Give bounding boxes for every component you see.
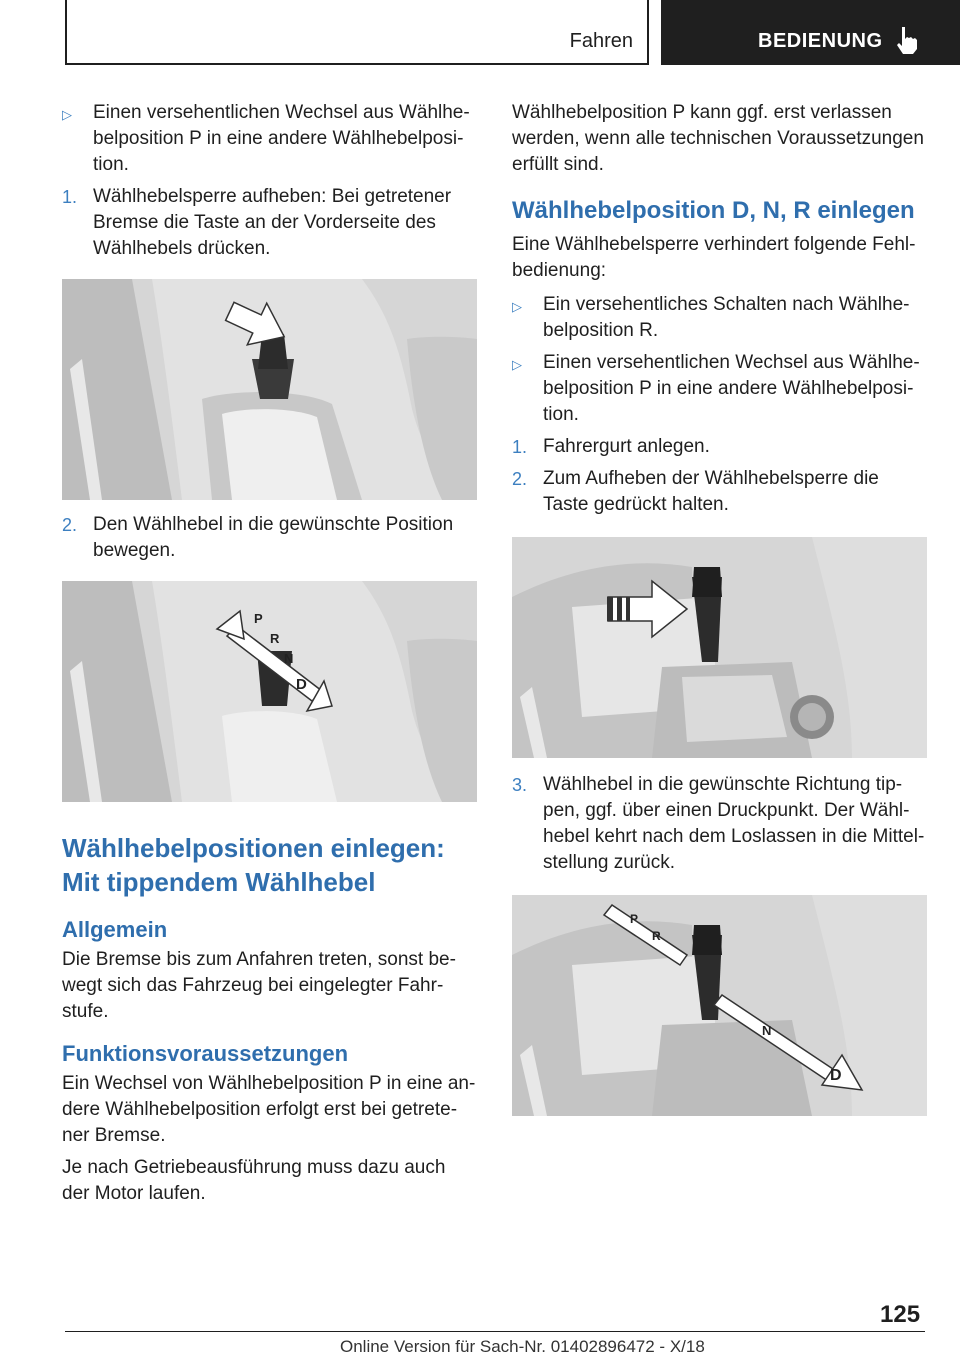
- paragraph: Ein Wechsel von Wählhebelposition P in eine andere Wählhebelposition erfolgt erst bei getretener Bremse.: [62, 1073, 476, 1146]
- paragraph: Wählhebelposition P kann ggf. erst verlassen werden, wenn alle technischen Voraussetzungen erfüllt sind.: [512, 102, 924, 175]
- step-number: 2.: [62, 515, 78, 535]
- section-heading: Wählhebelpositionen einlegen: Mit tippendem Wählhebel: [62, 833, 445, 897]
- step-item: 2. Den Wählhebel in die gewünschte Position bewegen.: [62, 514, 454, 561]
- right-column: [512, 100, 927, 1116]
- fig4-label-d: D: [830, 1067, 842, 1084]
- fig2-label-n: N: [284, 651, 294, 666]
- triangle-bullet-icon: ▷: [512, 299, 522, 314]
- list-item: ▷ Einen versehentlichen Wechsel aus Wählhebelposition P in eine andere Wählhebelposition.: [62, 102, 470, 175]
- figure-gear-lever-positions: [62, 581, 477, 802]
- triangle-bullet-icon: ▷: [62, 107, 72, 122]
- subheading-funktionsvoraussetzungen: Funktionsvoraussetzungen: [62, 1041, 349, 1066]
- figure-gear-lever-unlock: [62, 279, 477, 500]
- triangle-bullet-icon: ▷: [512, 357, 522, 372]
- paragraph: Die Bremse bis zum Anfahren treten, sonst bewegt sich das Fahrzeug bei eingelegter Fahrstufe.: [62, 949, 456, 1022]
- hand-pointer-icon: [893, 25, 921, 55]
- step-number: 3.: [512, 775, 528, 795]
- fig4-label-p: P: [630, 912, 639, 926]
- list-item: ▷ Einen versehentlichen Wechsel aus Wählhebelposition P in eine andere Wählhebelposition.: [512, 352, 920, 425]
- paragraph: Eine Wählhebelsperre verhindert folgende Fehlbedienung:: [512, 234, 916, 281]
- step-number: 1.: [512, 437, 528, 457]
- fig2-label-r: R: [270, 631, 280, 646]
- page-number: 125: [880, 1301, 921, 1328]
- footer-online-version: Online Version für Sach-Nr. 01402896472 - X/18: [340, 1337, 705, 1356]
- step-item: 2. Zum Aufheben der Wählhebelsperre die Taste gedrückt halten.: [512, 468, 879, 515]
- figure-tip-lever-directions: [512, 895, 927, 1116]
- step-item: 1. Fahrergurt anlegen.: [512, 434, 927, 460]
- paragraph: Je nach Getriebeausführung muss dazu auch der Motor laufen.: [62, 1157, 446, 1204]
- step-number: 1.: [62, 187, 78, 207]
- fig4-label-r: R: [652, 929, 661, 943]
- fig4-label-n: N: [762, 1023, 772, 1038]
- subheading-allgemein: Allgemein: [62, 917, 168, 942]
- list-item: ▷ Ein versehentliches Schalten nach Wählhebelposition R.: [512, 294, 910, 341]
- step-item: 3. Wählhebel in die gewünschte Richtung tippen, ggf. über einen Druckpunkt. Der Wählhebel kehrt nach dem Loslassen in die Mittelstellung zurück.: [512, 774, 925, 873]
- header-section-title: Fahren: [569, 30, 633, 52]
- footer-divider: [65, 1331, 925, 1332]
- left-column: [62, 100, 477, 1213]
- fig2-label-p: P: [254, 611, 263, 626]
- step-item: 1. Wählhebelsperre aufheben: Bei getretener Bremse die Taste an der Vorderseite des Wählhebels drücken.: [62, 186, 452, 259]
- header-section-tab: [65, 0, 649, 65]
- fig2-label-d: D: [296, 676, 307, 693]
- step-number: 2.: [512, 469, 528, 489]
- section-heading: Wählhebelposition D, N, R einlegen: [512, 197, 915, 224]
- figure-tip-lever-unlock: [512, 537, 927, 758]
- header-chapter-title: BEDIENUNG: [758, 30, 883, 52]
